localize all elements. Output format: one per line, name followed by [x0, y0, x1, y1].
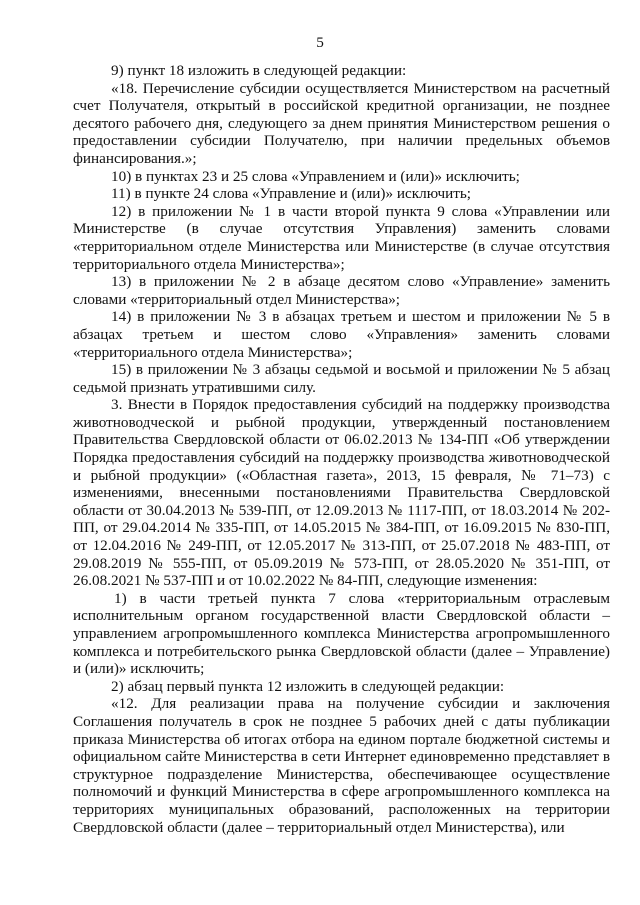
paragraph-point-18-text: «18. Перечисление субсидии осуществляется Министерством на расчетный счет Получателя, открытый в российской кредитной организации, не позднее десятого рабочего дня, следующего за днем принятия Министерством решения о предоставлении субсидии Получателю, при наличии предельных объемов финансирования.»;	[73, 79, 610, 167]
paragraph-item-14: 14) в приложении № 3 в абзацах третьем и шестом и приложении № 5 в абзацах третьем и шестом слово «Управления» заменить словами «территориального отдела Министерства»;	[73, 308, 610, 361]
paragraph-item-11: 11) в пункте 24 слова «Управление и (или)» исключить;	[111, 185, 472, 203]
page-number: 5	[316, 34, 324, 51]
paragraph-item-10: 10) в пунктах 23 и 25 слова «Управлением и (или)» исключить;	[111, 167, 520, 185]
paragraph-item-9: 9) пункт 18 изложить в следующей редакции:	[111, 62, 407, 79]
paragraph-point-12-text: «12. Для реализации права на получение субсидии и заключения Соглашения получатель в срок не позднее 5 рабочих дней с даты публикации приказа Министерства об итогах отбора на едином портале бюджетной системы и официальном сайте Министерства в сети Интернет единовременно представляет в структурное подразделение Министерства, обеспечивающее осуществление полномочий и функций Министерства в сфере агропромышленного комплекса на территориях муниципальных образований, расположенных на территории Свердловской области (далее – территориальный отдел Министерства), или	[73, 695, 610, 836]
paragraph-item-15: 15) в приложении № 3 абзацы седьмой и восьмой и приложении № 5 абзац седьмой признать утратившими силу.	[73, 361, 610, 396]
paragraph-change-1: 1) в части третьей пункта 7 слова «территориальным отраслевым исполнительным органом государственной власти Свердловской области – управлением агропромышленного комплекса Министерства агропромышленного комплекса и потребительского рынка Свердловской области (далее – Управление) и (или)» исключить;	[73, 589, 610, 678]
paragraph-item-12: 12) в приложении № 1 в части второй пункта 9 слова «Управлении или Министерстве (в случае отсутствия Управления) заменить словами «территориальном отделе Министерства или Министерстве (в случае отсутствия территориального отдела Министерства»;	[73, 202, 610, 273]
paragraph-change-2: 2) абзац первый пункта 12 изложить в следующей редакции:	[111, 677, 505, 695]
document-body	[73, 62, 610, 836]
paragraph-item-13: 13) в приложении № 2 в абзаце десятом слово «Управление» заменить словами «территориальный отдел Министерства»;	[73, 273, 610, 308]
paragraph-section-3: 3. Внести в Порядок предоставления субсидий на поддержку производства животноводческой и рыбной продукции, утвержденный постановлением Правительства Свердловской области от 06.02.2013 № 134-ПП «Об утверждении Порядка предоставления субсидий на поддержку производства животноводческой и рыбной продукции» («Областная газета», 2013, 15 февраля, № 71–73) с изменениями, внесенными постановлениями Правительства Свердловской области от 30.04.2013 № 539-ПП, от 12.09.2013 № 1117-ПП, от 18.03.2014 № 202-ПП, от 29.04.2014 № 335-ПП, от 14.05.2015 № 384-ПП, от 16.09.2015 № 830-ПП, от 12.04.2016 № 249-ПП, от 12.05.2017 № 313-ПП, от 25.07.2018 № 483-ПП, от 29.08.2019 № 555-ПП, от 05.09.2019 № 573-ПП, от 28.05.2020 № 351-ПП, от 26.08.2021 № 537-ПП и от 10.02.2022 № 84-ПП, следующие изменения:	[73, 396, 610, 590]
